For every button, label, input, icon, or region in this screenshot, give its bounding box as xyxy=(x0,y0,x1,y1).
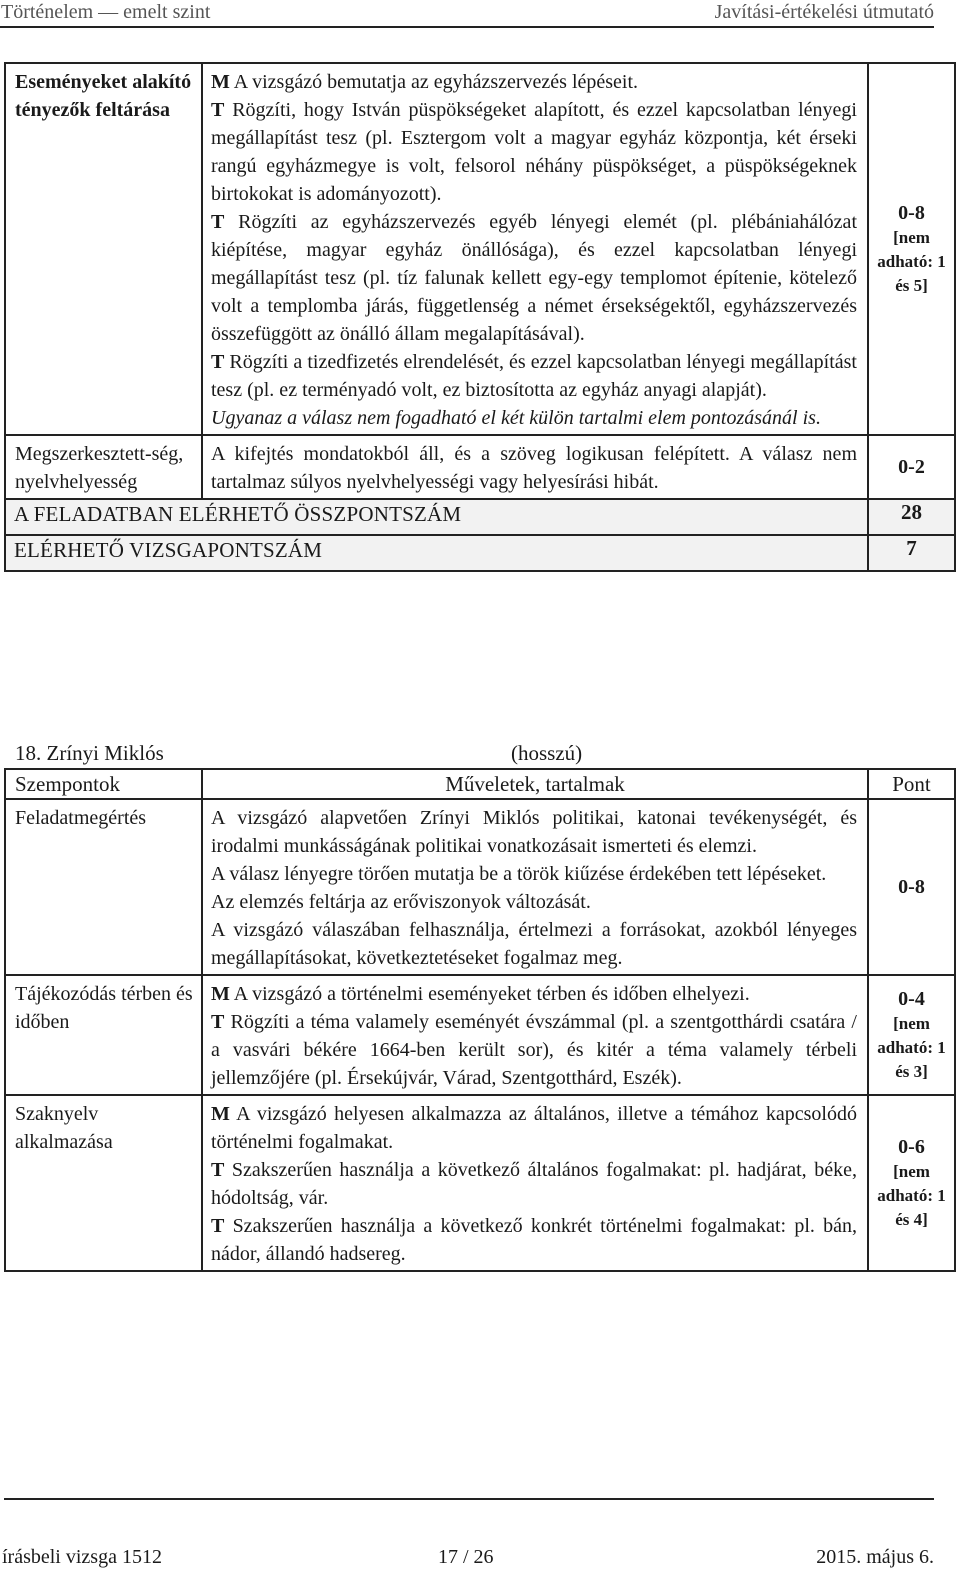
points-cell: 0-8 [nem adható: 1 és 5] xyxy=(868,63,955,435)
list-item: T Rögzíti az egyházszervezés egyéb lényegi elemét (pl. plébániahálózat kiépítése, magyar egyház önállósága), és ezzel kapcsolatban lényegi megállapítást tesz (pl. tíz falunak kellett egy-egy templomot építenie, kötelező volt a templomba járás, függetlenség a német érsekségektől, egyházszervezés összefüggött az önálló állam megalapításával). xyxy=(211,211,857,345)
points-cell: 0-6 [nem adható: 1 és 4] xyxy=(868,1095,955,1271)
content-cell xyxy=(202,63,868,435)
points-cell: 0-2 xyxy=(868,435,955,499)
criterion-cell: Megszerkesztett-ség, nyelvhelyesség xyxy=(5,435,202,499)
total-label: A FELADATBAN ELÉRHETŐ ÖSSZPONTSZÁM xyxy=(5,499,868,535)
scoring-note: Ugyanaz a válasz nem fogadható el két külön tartalmi elem pontozásánál is. xyxy=(211,407,821,429)
column-header: Műveletek, tartalmak xyxy=(202,769,868,799)
points-cell: 0-4 [nem adható: 1 és 3] xyxy=(868,975,955,1095)
content-cell: A vizsgázó alapvetően Zrínyi Miklós politikai, katonai tevékenységét, és irodalmi munkásságának politikai vonatkozásait ismerteti és elemzi. A válasz lényegre törően mutatja be a török kiűzése érdekében tett lépéseket. Az elemzés feltárja az erőviszonyok változását. A vizsgázó válaszában felhasználja, értelmezi a forrásokat, azokból lényeges megállapításokat, következtetéseket fogalmaz meg. xyxy=(202,799,868,975)
exam-points-label: ELÉRHETŐ VIZSGAPONTSZÁM xyxy=(5,535,868,571)
table-row xyxy=(5,1095,955,1271)
list-item: T Szakszerűen használja a következő általános fogalmakat: pl. hadjárat, béke, hódoltság, vár. xyxy=(211,1159,857,1209)
table-row xyxy=(5,799,955,975)
scoring-table-17 xyxy=(4,62,956,572)
list-item: M A vizsgázó a történelmi eseményeket térben és időben elhelyezi. xyxy=(211,983,750,1005)
exam-points-value: 7 xyxy=(868,535,955,571)
list-item: M A vizsgázó helyesen alkalmazza az általános, illetve a témához kapcsolódó történelmi fogalmakat. xyxy=(211,1103,857,1153)
footer-date: 2015. május 6. xyxy=(816,1546,934,1568)
column-header: Szempontok xyxy=(5,769,202,799)
exam-points-row xyxy=(5,535,955,571)
page-header xyxy=(0,0,934,28)
content-cell: A kifejtés mondatokból áll, és a szöveg logikusan felépített. A válasz nem tartalmaz súlyos nyelvhelyességi vagy helyesírási hibát. xyxy=(202,435,868,499)
column-header: Pont xyxy=(868,769,955,799)
content-cell xyxy=(202,975,868,1095)
page-number: 17 / 26 xyxy=(438,1546,494,1568)
table-row xyxy=(5,435,955,499)
table-header-row xyxy=(5,769,955,799)
task-length: (hosszú) xyxy=(511,741,583,765)
list-item: T Rögzíti a tizedfizetés elrendelését, és ezzel kapcsolatban lényegi megállapítást tesz (pl. ez terményadó volt, ez biztosította az egyház anyagi alapját). xyxy=(211,351,857,401)
criterion-cell: Szaknyelv alkalmazása xyxy=(5,1095,202,1271)
list-item: T Rögzíti, hogy István püspökségeket alapított, és ezzel kapcsolatban lényegi megállapítást tesz (pl. Esztergom volt a magyar egyház központja, két érseki rangú egyházmegye is volt, felsorol néhány püspökséget, a püspökségeknek birtokokat is adományozott). xyxy=(211,99,857,205)
table-row xyxy=(5,63,955,435)
criterion-cell: Tájékozódás térben és időben xyxy=(5,975,202,1095)
content-cell xyxy=(202,1095,868,1271)
total-value: 28 xyxy=(868,499,955,535)
criterion-cell: Eseményeket alakító tényezők feltárása xyxy=(5,63,202,435)
criterion-cell: Feladatmegértés xyxy=(5,799,202,975)
task-title xyxy=(15,740,583,766)
scoring-table-18 xyxy=(4,768,956,1272)
list-item: T Rögzíti a téma valamely eseményét évszámmal (pl. a szentgotthárdi csatára / a vasvári békére 1664-ben került sor), és kitér a téma valamely térbeli jellemzőjére (pl. Érsekújvár, Várad, Szentgotthárd, Eszék). xyxy=(211,1011,857,1089)
header-doc-type: Javítási-értékelési útmutató xyxy=(714,1,934,23)
list-item: M A vizsgázó bemutatja az egyházszervezés lépéseit. xyxy=(211,71,639,93)
list-item: T Szakszerűen használja a következő konkrét történelmi fogalmakat: pl. bán, nádor, állandó hadsereg. xyxy=(211,1215,857,1265)
footer-exam-code: írásbeli vizsga 1512 xyxy=(2,1546,162,1568)
table-row xyxy=(5,975,955,1095)
points-cell: 0-8 xyxy=(868,799,955,975)
total-row xyxy=(5,499,955,535)
header-subject: Történelem — emelt szint xyxy=(1,1,211,23)
footer-divider xyxy=(4,1498,934,1500)
task-number: 18. Zrínyi Miklós xyxy=(15,741,164,765)
